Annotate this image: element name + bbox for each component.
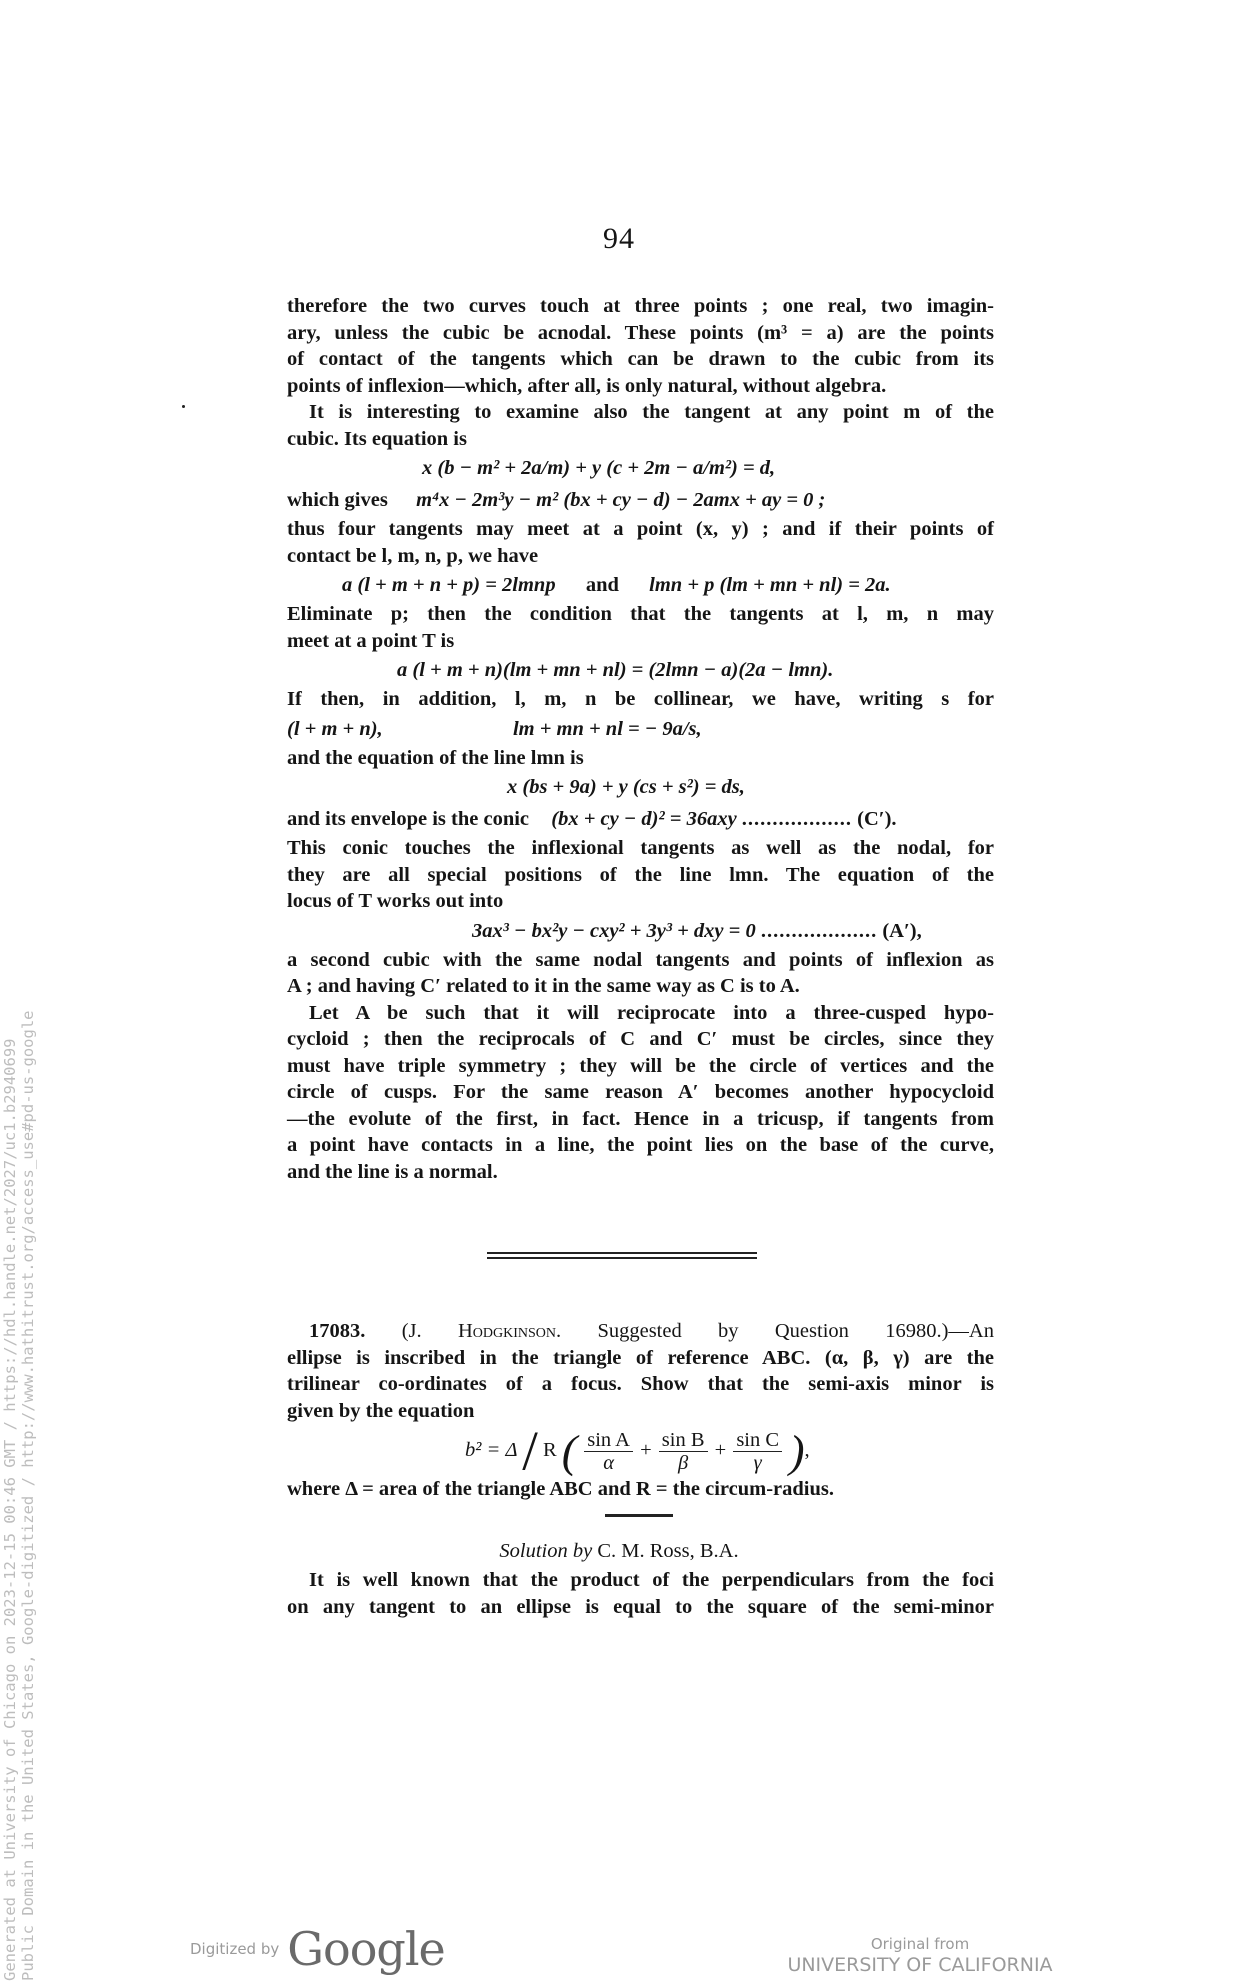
equation-condition-T: a (l + m + n)(lm + mn + nl) = (2lmn − a)(2a − lmn).	[397, 659, 834, 681]
institution-name: UNIVERSITY OF CALIFORNIA	[787, 1954, 1053, 1976]
equation-part: lm + mn + nl = − 9a/s,	[512, 717, 702, 740]
digitized-by-google	[190, 1924, 445, 1974]
equation-label: and its envelope is the conic	[287, 808, 530, 830]
text-line: Let A be such that it will reciprocate into a three-cusped hypo-	[309, 1001, 994, 1024]
text-line: trilinear co-ordinates of a focus. Show that the semi-axis minor is	[287, 1373, 994, 1395]
question-header	[287, 1318, 994, 1345]
right-paren: )	[789, 1425, 805, 1477]
fraction	[584, 1429, 633, 1474]
text-line: a second cubic with the same nodal tangents and points of inflexion as	[287, 948, 994, 971]
plus-sign: +	[714, 1439, 727, 1461]
continued-solution	[287, 293, 994, 1185]
equation-which-gives	[287, 484, 994, 516]
equation-label: which gives	[287, 489, 388, 511]
margin-speck	[182, 405, 185, 408]
text-line: and the equation of the line lmn is	[287, 746, 584, 769]
equation-part: lmn + p (lm + mn + nl) = 2a.	[649, 574, 891, 596]
text-line: a point have contacts in a line, the point lies on the base of the curve,	[287, 1134, 994, 1156]
division-slash: /	[522, 1420, 538, 1483]
text-line: and the line is a normal.	[287, 1160, 498, 1183]
fraction-denominator: β	[678, 1451, 689, 1474]
text-line: thus four tangents may meet at a point (x, y) ; and if their points of	[287, 518, 994, 540]
equation-lhs: b² = Δ	[465, 1439, 518, 1461]
equation-connector: and	[585, 574, 619, 596]
original-from-label: Original from	[870, 1935, 970, 1953]
fraction-numerator: sin A	[584, 1429, 633, 1452]
original-from	[770, 1935, 1070, 1977]
solution-author: C. M. Ross, B.A.	[597, 1540, 739, 1562]
digitized-by-label: Digitized by	[190, 1940, 280, 1958]
fraction-numerator: sin B	[659, 1429, 708, 1452]
plus-sign: +	[640, 1439, 652, 1461]
text-line: cycloid ; then the reciprocals of C and C′ must be circles, since they	[287, 1028, 994, 1050]
equation-label: (l + m + n),	[287, 717, 383, 740]
equation-conic: (bx + cy − d)² = 36axy	[551, 808, 737, 830]
equation-collinear	[287, 713, 994, 745]
text-line: ellipse is inscribed in the triangle of reference ABC. (α, β, γ) are the	[287, 1346, 994, 1369]
text-line: points of inflexion—which, after all, is only natural, without algebra.	[287, 374, 887, 397]
fraction-denominator: γ	[753, 1451, 762, 1474]
fraction-numerator: sin C	[733, 1429, 782, 1452]
text-line: where Δ = area of the triangle ABC and R = the circum-radius.	[287, 1478, 834, 1500]
text-line: contact be l, m, n, p, we have	[287, 544, 539, 567]
text-line: Eliminate p; then the condition that the tangents at l, m, n may	[287, 603, 994, 625]
question-author: (J. Hodgkinson.	[401, 1320, 562, 1342]
solution-label: Solution by	[499, 1540, 593, 1562]
equation-circumradius: R	[542, 1439, 557, 1461]
watermark-line: Public Domain in the United States, Google-digitized / http://www.hathitrust.org/access_use#pd-us-google	[19, 1010, 37, 1981]
left-paren: (	[561, 1425, 578, 1477]
fraction-denominator: α	[603, 1451, 614, 1474]
text-line: of contact of the tangents which can be drawn to the cubic from its	[287, 348, 994, 370]
text-line: locus of T works out into	[287, 890, 504, 912]
watermark-line: Generated at University of Chicago on 2023-12-15 00:46 GMT / https://hdl.handle.net/2027/uc1.b2940699	[1, 1038, 19, 1981]
text-line: meet at a point T is	[287, 629, 455, 652]
equation-tag: (A′),	[882, 919, 922, 942]
question-number: 17083.	[309, 1320, 366, 1342]
google-logo: Google	[287, 1922, 445, 1976]
leader-dots: ..................	[741, 808, 853, 830]
fraction	[733, 1429, 782, 1474]
text-line: It is interesting to examine also the tangent at any point m of the	[309, 401, 994, 423]
fraction	[659, 1429, 708, 1474]
text-line: ary, unless the cubic be acnodal. These points (m³ = a) are the points	[287, 321, 994, 344]
solution-divider	[605, 1514, 673, 1517]
text-line: If then, in addition, l, m, n be collinear, we have, writing s for	[287, 688, 994, 710]
equation-locus-T	[287, 915, 994, 947]
text-line: given by the equation	[287, 1399, 475, 1422]
question-17083	[287, 1318, 994, 1503]
page-number: 94	[603, 222, 635, 255]
text-line: This conic touches the inflexional tangents as well as the nodal, for	[287, 837, 994, 859]
text-line: on any tangent to an ellipse is equal to the square of the semi-minor	[287, 1595, 994, 1618]
equation-part: a (l + m + n + p) = 2lmnp	[342, 574, 556, 596]
text-line: circle of cusps. For the same reason A′ becomes another hypocycloid	[287, 1081, 994, 1103]
solution-body	[287, 1567, 994, 1620]
equation-line-lmn: x (bs + 9a) + y (cs + s²) = ds,	[507, 776, 745, 798]
question-reference: Suggested by Question 16980.)—An	[597, 1320, 994, 1342]
text-line: A ; and having C′ related to it in the same way as C is to A.	[287, 975, 800, 997]
equation-comma: ,	[804, 1439, 810, 1461]
text-line: cubic. Its equation is	[287, 427, 467, 450]
equation-cubic: 3ax³ − bx²y − cxy² + 3y³ + dxy = 0	[472, 919, 756, 942]
leader-dots: ...................	[760, 919, 878, 942]
text-line: It is well known that the product of the perpendiculars from the foci	[309, 1569, 994, 1591]
text-line: —the evolute of the first, in fact. Hence in a tricusp, if tangents from	[287, 1107, 994, 1130]
equation-contact-points	[287, 569, 994, 601]
section-divider	[487, 1252, 757, 1261]
text-line: must have triple symmetry ; they will be the circle of vertices and the	[287, 1054, 994, 1077]
hathitrust-watermark	[1, 0, 41, 1984]
equation-envelope	[287, 803, 994, 835]
equation-tangent: x (b − m² + 2a/m) + y (c + 2m − a/m²) = d,	[422, 457, 776, 479]
text-line: they are all special positions of the line lmn. The equation of the	[287, 863, 994, 886]
equation-quartic: m⁴x − 2m³y − m² (bx + cy − d) − 2amx + ay = 0 ;	[416, 489, 826, 511]
text-line: therefore the two curves touch at three points ; one real, two imagin-	[287, 295, 994, 317]
equation-tag: (C′).	[857, 808, 897, 830]
solution-heading	[0, 1540, 1238, 1563]
equation-semi-minor-axis	[287, 1420, 994, 1483]
